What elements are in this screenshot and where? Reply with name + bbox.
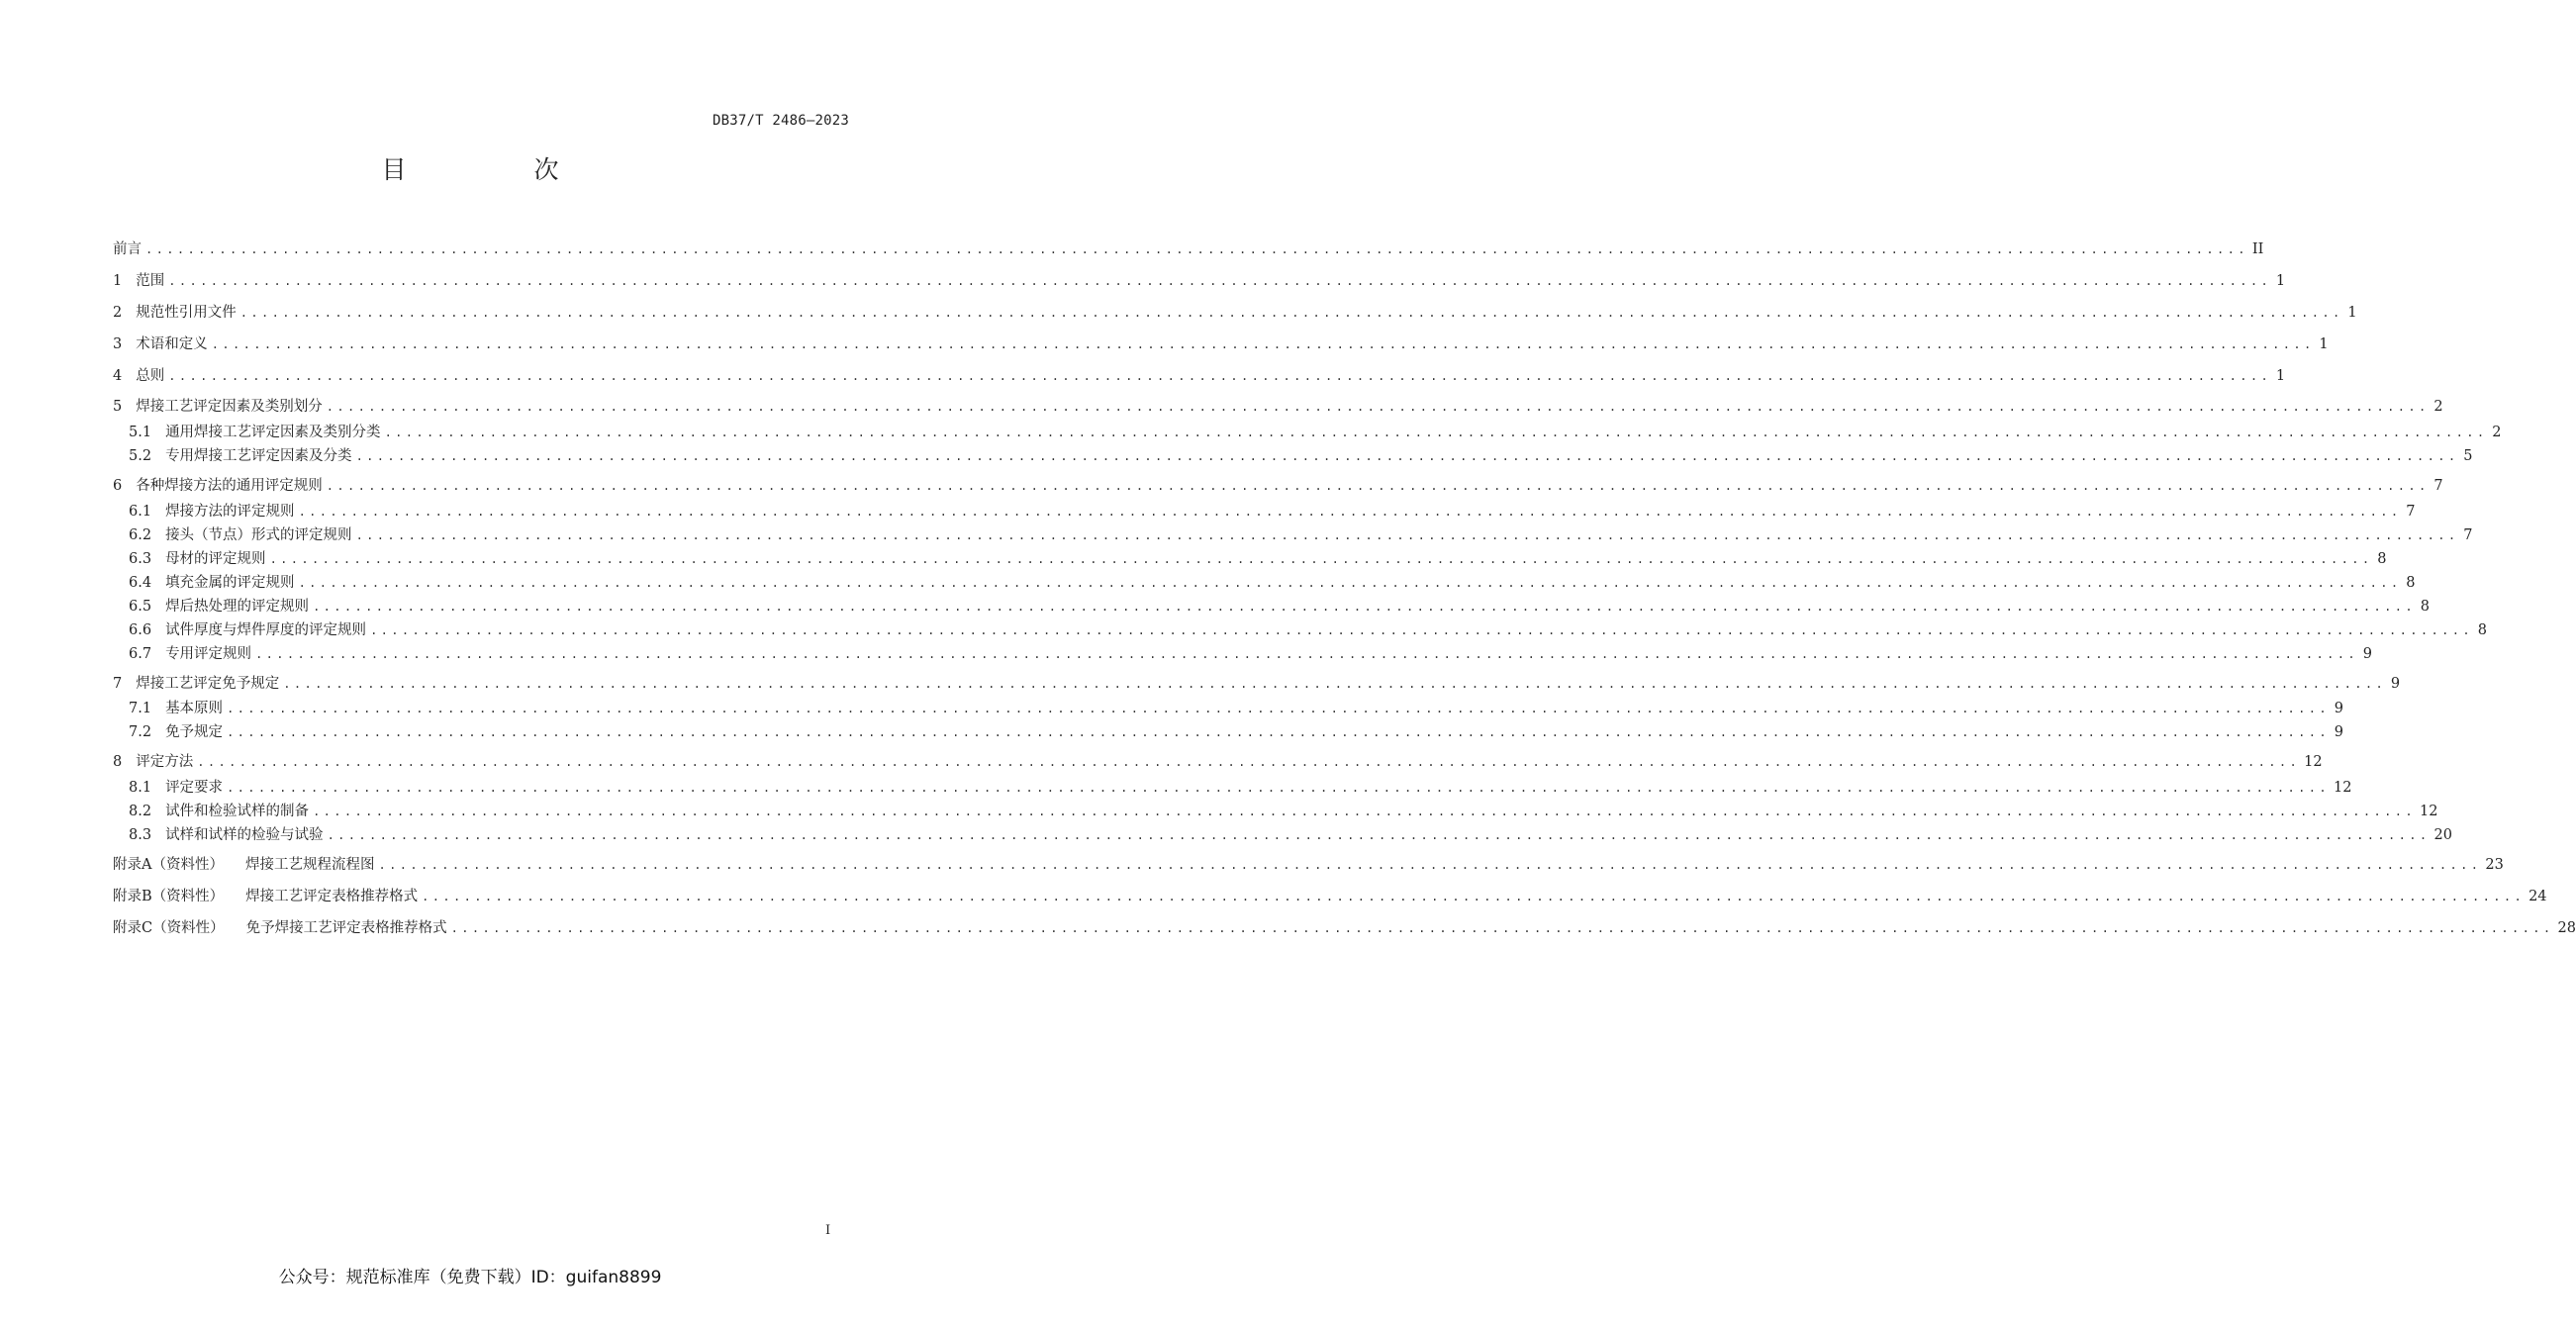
toc-entry-label: 试样和试样的检验与试验 xyxy=(165,827,324,843)
toc-entry-number: 8 xyxy=(113,754,123,770)
dot-leader: ........................................................................................................................................................................................................ xyxy=(255,647,2358,661)
toc-entry[interactable] xyxy=(129,801,2438,822)
toc-entry[interactable] xyxy=(113,302,2357,324)
dot-leader: ........................................................................................................................................................................................................ xyxy=(239,306,2343,320)
dot-leader: ........................................................................................................................................................................................................ xyxy=(298,505,2402,519)
toc-entry-number: 5 xyxy=(113,399,123,415)
dot-leader: ........................................................................................................................................................................................................ xyxy=(145,242,2248,256)
toc-entry-page: 12 xyxy=(2333,780,2352,796)
dot-leader: ........................................................................................................................................................................................................ xyxy=(378,858,2482,872)
dot-leader: ........................................................................................................................................................................................................ xyxy=(227,702,2330,715)
toc-entry-page: 8 xyxy=(2406,575,2416,591)
toc-entry[interactable] xyxy=(113,886,2547,907)
toc-entry-page: 28 xyxy=(2557,920,2576,936)
toc-entry-label: 填充金属的评定规则 xyxy=(165,575,295,591)
toc-entry-label: 术语和定义 xyxy=(136,336,208,352)
toc-entry-label: 试件和检验试样的制备 xyxy=(165,804,310,819)
toc-entry-label: 焊接工艺规程流程图 xyxy=(244,857,375,873)
dot-leader: ........................................................................................................................................................................................................ xyxy=(283,677,2387,691)
toc-entry-label: 焊接方法的评定规则 xyxy=(165,504,295,520)
toc-entry[interactable] xyxy=(129,501,2416,522)
toc-entry-label: 各种焊接方法的通用评定规则 xyxy=(136,478,323,494)
toc-entry[interactable] xyxy=(129,777,2352,799)
toc-entry-number: 7 xyxy=(113,676,123,692)
toc-entry-number: 2 xyxy=(113,305,123,321)
toc-entry-page: 12 xyxy=(2304,754,2323,770)
toc-entry-number: 3 xyxy=(113,336,123,352)
toc-entry[interactable] xyxy=(129,596,2430,618)
toc-entry-page: 8 xyxy=(2477,622,2487,638)
toc-entry-page: 9 xyxy=(2390,676,2401,692)
toc-entry[interactable] xyxy=(113,365,2286,387)
document-number: DB37/T 2486—2023 xyxy=(712,113,849,129)
toc-entry-label: 评定要求 xyxy=(165,780,224,796)
toc-entry-page: II xyxy=(2251,241,2264,257)
toc-entry[interactable] xyxy=(129,572,2416,594)
toc-entry-label: 规范性引用文件 xyxy=(136,305,237,321)
toc-entry-label: 免予焊接工艺评定表格推荐格式 xyxy=(245,920,447,936)
toc-entry-number: 6.2 xyxy=(129,527,152,543)
footer-watermark: 公众号：规范标准库（免费下载）ID：guifan8899 xyxy=(278,1268,662,1287)
toc-entry-page: 1 xyxy=(2319,336,2329,352)
toc-entry-page: 8 xyxy=(2420,599,2430,615)
toc-entry-label: 焊接工艺评定免予规定 xyxy=(136,676,280,692)
toc-entry-page: 5 xyxy=(2463,448,2473,464)
toc-entry-label: 专用评定规则 xyxy=(165,646,252,662)
toc-entry-number: 1 xyxy=(113,273,123,289)
toc-entry-label: 前言 xyxy=(113,241,142,257)
toc-entry[interactable] xyxy=(113,333,2329,355)
toc-entry-number: 附录A（资料性） xyxy=(113,857,224,873)
toc-entry-page: 2 xyxy=(2492,425,2502,440)
toc-entry-page: 1 xyxy=(2275,368,2286,384)
toc-entry[interactable] xyxy=(129,643,2372,665)
toc-entry-label: 焊接工艺评定表格推荐格式 xyxy=(245,889,419,904)
toc-entry-page: 9 xyxy=(2334,701,2343,716)
dot-leader: ........................................................................................................................................................................................................ xyxy=(227,781,2330,795)
toc-entry-page: 9 xyxy=(2362,646,2372,662)
toc-entry-label: 总则 xyxy=(136,368,165,384)
dot-leader: ........................................................................................................................................................................................................ xyxy=(422,890,2526,903)
toc-entry-label: 母材的评定规则 xyxy=(165,551,266,567)
dot-leader: ........................................................................................................................................................................................................ xyxy=(313,805,2416,818)
toc-entry-page: 7 xyxy=(2463,527,2473,543)
dot-leader: ........................................................................................................................................................................................................ xyxy=(355,449,2459,463)
dot-leader: ........................................................................................................................................................................................................ xyxy=(168,274,2272,288)
toc-entry-page: 12 xyxy=(2419,804,2438,819)
toc-entry[interactable] xyxy=(113,854,2504,876)
toc-entry-number: 6.1 xyxy=(129,504,152,520)
dot-leader: ........................................................................................................................................................................................................ xyxy=(450,921,2554,935)
toc-entry-number: 6 xyxy=(113,478,123,494)
dot-leader: ........................................................................................................................................................................................................ xyxy=(298,576,2402,590)
toc-entry-number: 6.3 xyxy=(129,551,152,567)
toc-entry-label: 焊接工艺评定因素及类别划分 xyxy=(136,399,323,415)
toc-entry[interactable] xyxy=(113,396,2443,418)
toc-entry-number: 附录C（资料性） xyxy=(113,920,225,936)
toc-entry[interactable] xyxy=(129,445,2473,467)
toc-entry[interactable] xyxy=(129,619,2487,641)
page-title: 目 次 xyxy=(381,155,611,184)
dot-leader: ........................................................................................................................................................................................................ xyxy=(384,426,2488,439)
toc-entry[interactable] xyxy=(129,721,2343,743)
dot-leader: ........................................................................................................................................................................................................ xyxy=(355,528,2459,542)
toc-entry-label: 接头（节点）形式的评定规则 xyxy=(165,527,352,543)
page-number: I xyxy=(825,1223,831,1238)
toc-entry-number: 6.5 xyxy=(129,599,152,615)
toc-entry-number: 5.2 xyxy=(129,448,152,464)
toc-entry-number: 6.7 xyxy=(129,646,152,662)
dot-leader: ........................................................................................................................................................................................................ xyxy=(227,725,2330,739)
toc-entry-page: 24 xyxy=(2528,889,2547,904)
dot-leader: ........................................................................................................................................................................................................ xyxy=(197,755,2301,769)
toc-entry-label: 范围 xyxy=(136,273,165,289)
dot-leader: ........................................................................................................................................................................................................ xyxy=(326,400,2430,414)
toc-entry-number: 4 xyxy=(113,368,123,384)
toc-entry-number: 6.4 xyxy=(129,575,152,591)
toc-entry-page: 7 xyxy=(2433,478,2443,494)
toc-entry-number: 7.1 xyxy=(129,701,152,716)
dot-leader: ........................................................................................................................................................................................................ xyxy=(326,479,2430,493)
toc-entry-label: 评定方法 xyxy=(136,754,194,770)
toc-entry-label: 通用焊接工艺评定因素及类别分类 xyxy=(165,425,381,440)
dot-leader: ........................................................................................................................................................................................................ xyxy=(370,623,2473,637)
toc-entry-page: 1 xyxy=(2347,305,2357,321)
dot-leader: ........................................................................................................................................................................................................ xyxy=(269,552,2373,566)
toc-entry-label: 基本原则 xyxy=(165,701,224,716)
toc-entry[interactable] xyxy=(129,422,2502,443)
dot-leader: ........................................................................................................................................................................................................ xyxy=(327,828,2431,842)
toc-entry-number: 8.1 xyxy=(129,780,152,796)
dot-leader: ........................................................................................................................................................................................................ xyxy=(211,337,2315,351)
toc-entry-page: 7 xyxy=(2406,504,2416,520)
toc-entry-page: 8 xyxy=(2377,551,2387,567)
toc-entry-page: 2 xyxy=(2433,399,2443,415)
toc-entry[interactable] xyxy=(113,673,2401,695)
toc-entry[interactable] xyxy=(113,475,2443,497)
toc-entry-number: 附录B（资料性） xyxy=(113,889,225,904)
toc-entry[interactable] xyxy=(113,751,2323,773)
toc-entry[interactable] xyxy=(129,824,2452,846)
toc-entry-page: 23 xyxy=(2485,857,2504,873)
toc-entry-label: 试件厚度与焊件厚度的评定规则 xyxy=(165,622,367,638)
toc-entry[interactable] xyxy=(129,698,2343,719)
dot-leader: ........................................................................................................................................................................................................ xyxy=(168,369,2272,383)
toc-entry-number: 5.1 xyxy=(129,425,152,440)
toc-entry-number: 8.3 xyxy=(129,827,152,843)
toc-entry[interactable] xyxy=(113,238,2264,260)
toc-entry[interactable] xyxy=(129,548,2387,570)
toc-entry-page: 1 xyxy=(2275,273,2286,289)
toc-entry-page: 9 xyxy=(2334,724,2343,740)
toc-entry-number: 7.2 xyxy=(129,724,152,740)
toc-entry[interactable] xyxy=(129,524,2473,546)
toc-entry-label: 免予规定 xyxy=(165,724,224,740)
toc-entry-page: 20 xyxy=(2433,827,2452,843)
toc-entry-number: 6.6 xyxy=(129,622,152,638)
toc-entry[interactable] xyxy=(113,270,2286,292)
toc-entry[interactable] xyxy=(113,917,2576,939)
dot-leader: ........................................................................................................................................................................................................ xyxy=(313,600,2416,614)
toc-entry-number: 8.2 xyxy=(129,804,152,819)
toc-entry-label: 焊后热处理的评定规则 xyxy=(165,599,310,615)
toc-entry-label: 专用焊接工艺评定因素及分类 xyxy=(165,448,352,464)
